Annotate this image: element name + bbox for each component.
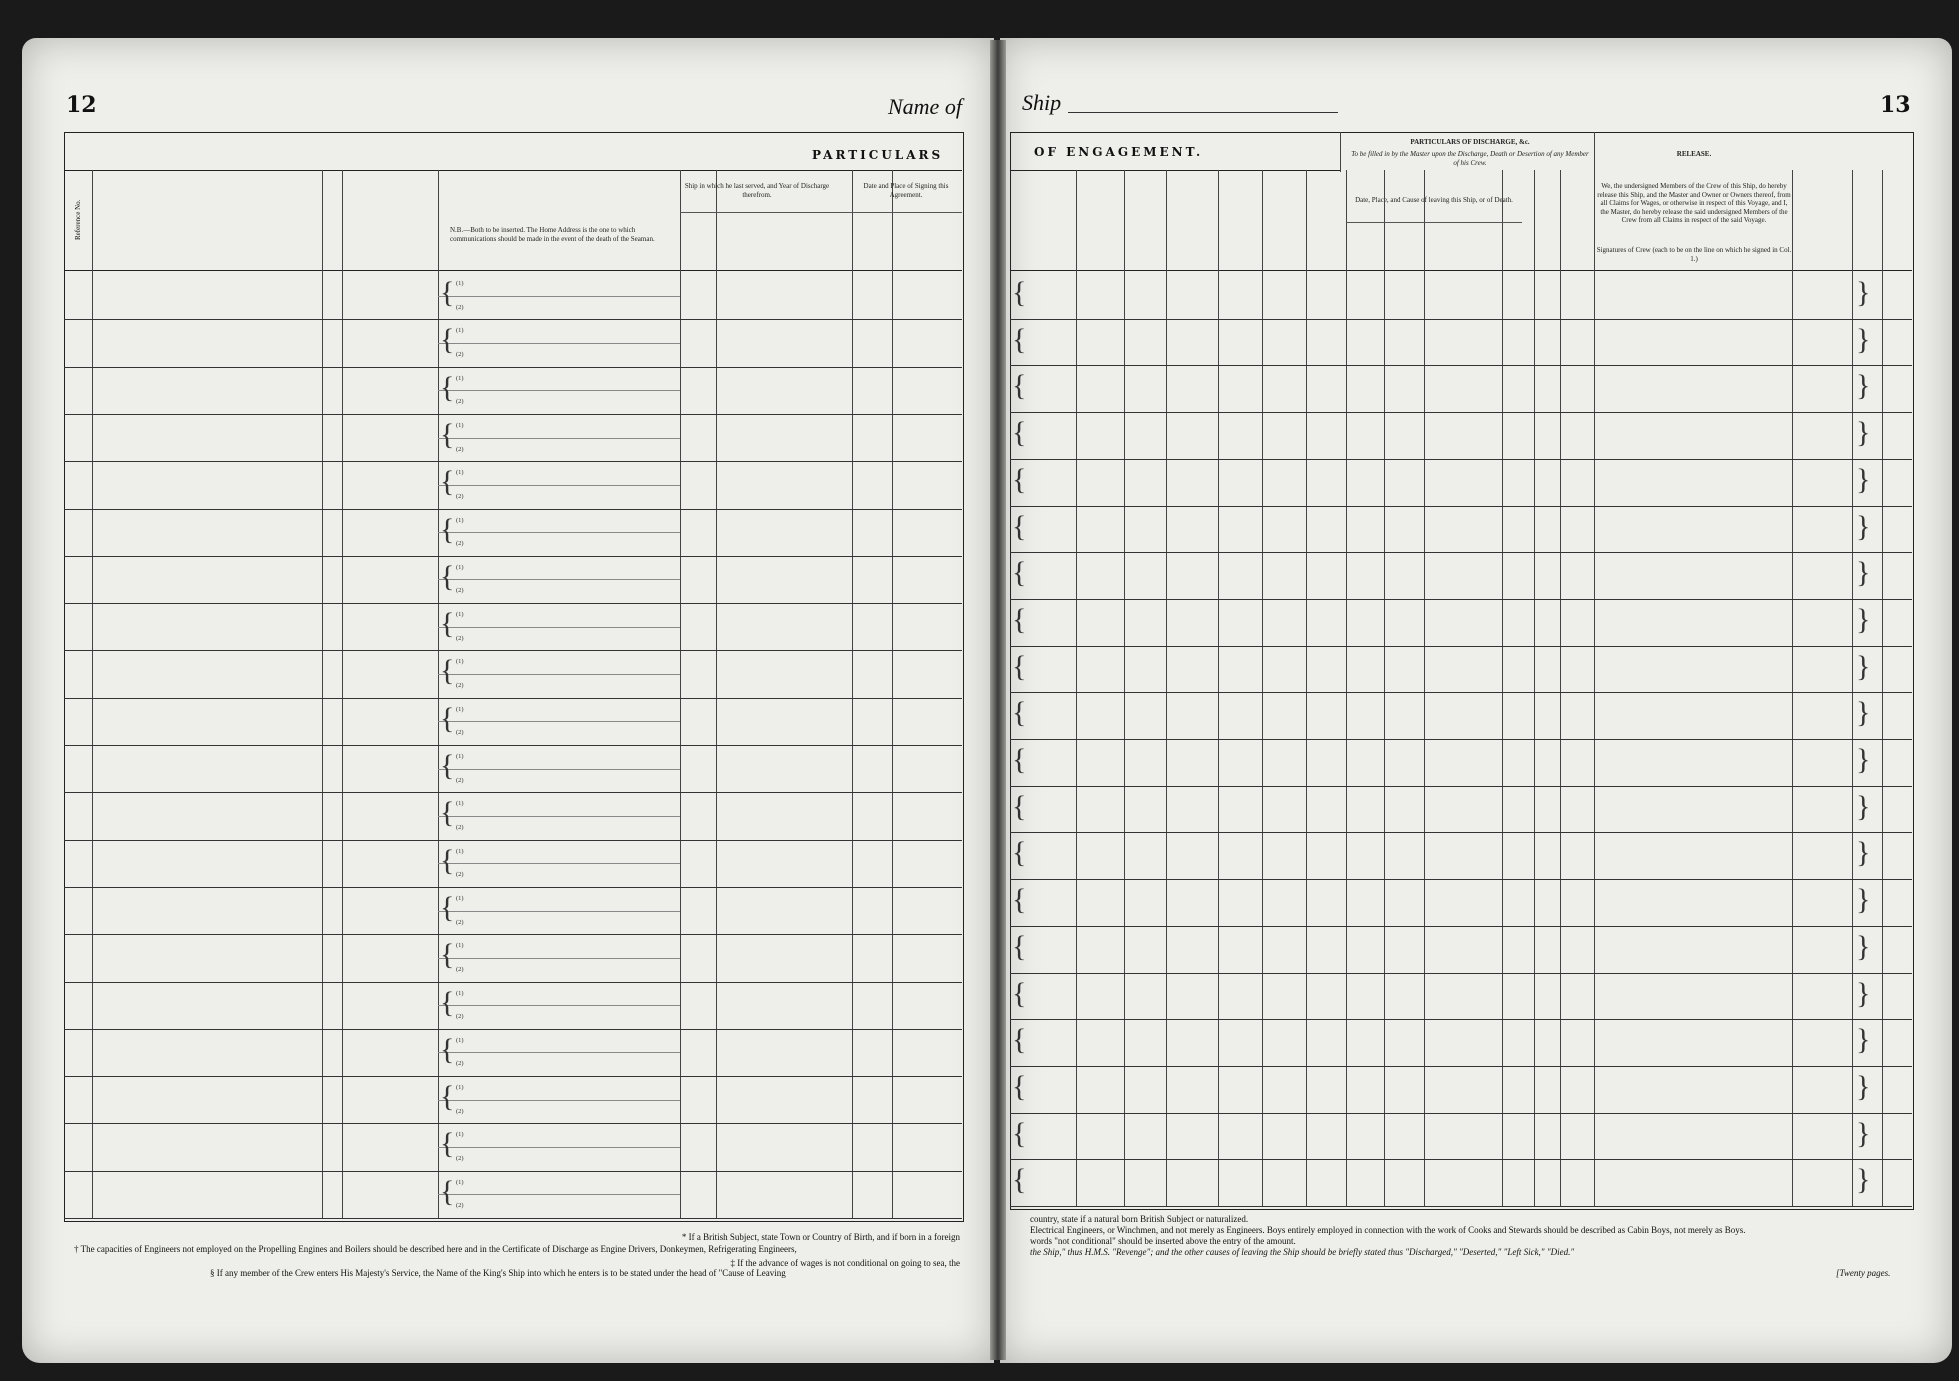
right-section-title: OF ENGAGEMENT. [1034,145,1204,159]
discharge-subtitle: To be filled in by the Master upon the Discharge, Death or Desertion of any Member of his Crew. [1351,150,1589,167]
left-col-line [322,170,323,1218]
release-text: We, the undersigned Members of the Crew of this Ship, do hereby release this Ship, and the Master and Owner or Owners thereof, from all Claims for Wages, or otherwise in respect of this Voyage, and I, the Master, do hereby release the said undersigned Members of the Crew from all Claims in respect of the said Voyage. [1597,182,1791,224]
right-row-brace-left: { [1012,1163,1027,1197]
left-row-sub1: (1) [456,469,464,477]
left-row-rule [64,1171,962,1172]
left-row-rule [64,461,962,462]
right-footnote-1: country, state if a natural born British Subject or naturalized. [1030,1214,1249,1224]
left-col-line [92,170,93,1218]
left-ref-col-label: Reference No. [74,199,82,240]
left-row-midrule [438,1147,680,1148]
right-sub-rule [1346,222,1522,223]
left-title-rule [64,170,962,171]
right-row-rule [1010,973,1912,974]
left-row-sub1: (1) [456,280,464,287]
left-row-brace: { [440,276,455,309]
right-row-brace: } [1856,929,1871,963]
date-place-cause-label: Date, Place, and Cause of leaving this Ship, or of Death. [1355,196,1513,204]
left-row-brace: { [440,417,455,451]
right-col-line [1560,170,1561,1206]
date-place-signing-label: Date and Place of Signing this Agreement. [863,182,949,199]
left-row-brace: { [440,512,455,546]
left-row-sub2: (2) [456,398,464,406]
right-col-line [1534,170,1535,1206]
left-row-sub2: (2) [456,823,464,831]
left-row-rule [64,934,962,935]
ship-label: Ship [1022,90,1062,115]
left-row-sub1: (1) [456,421,464,429]
right-row-rule [1010,739,1912,740]
address-note: N.B.—Both to be inserted. The Home Address is the one to which communications should be made in the event of the death of the Seaman. [450,226,655,243]
left-row-brace: { [440,749,455,782]
left-col-line [852,170,853,1218]
left-row-sub1: (1) [456,374,464,382]
left-footnote-2: † The capacities of Engineers not employed on the Propelling Engines and Boilers should be described here and in the Certificate of Discharge as Engine Drivers, Donkeymen, Refrigerating Engineers, [74,1244,797,1254]
left-col-line [892,170,893,1218]
left-row-rule [64,650,962,651]
right-col-line [1792,170,1793,1206]
left-row-midrule [438,532,680,533]
left-row-midrule [438,627,680,628]
right-title-rule [1010,170,1340,171]
left-row-sub1: (1) [456,800,464,808]
right-row-brace: } [1856,462,1871,496]
left-row-rule [64,414,962,415]
right-col-line [1166,170,1167,1206]
right-footnote-2: Electrical Engineers, or Winchmen, and not merely as Engineers. Boys entirely employed in connection with the work of Cooks and Stewards should be described as Cabin Boys, not merely as Boys. [1030,1225,1746,1235]
left-row-sub2: (2) [456,1155,464,1163]
left-row-rule [64,745,962,746]
left-row-brace: { [440,1080,455,1114]
left-row-sub2: (2) [456,871,464,879]
left-row-midrule [438,863,680,864]
left-row-sub1: (1) [456,942,464,950]
left-row-midrule [438,579,680,580]
right-row-rule [1010,1113,1912,1114]
left-row-sub2: (2) [456,492,464,500]
left-row-sub1: (1) [456,516,464,524]
left-row-sub1: (1) [456,847,464,855]
left-sub-rule [680,212,962,213]
right-col-line [1124,170,1125,1206]
right-row-brace-left: { [1012,416,1027,450]
left-row-sub1: (1) [456,705,464,713]
right-row-rule [1010,646,1912,647]
left-row-brace: { [440,796,455,830]
right-row-rule [1010,879,1912,880]
right-row-brace: } [1856,743,1871,776]
left-row-sub1: (1) [456,753,464,760]
right-row-brace-left: { [1012,509,1027,543]
left-row-sub2: (2) [456,445,464,453]
left-row-brace: { [440,701,455,735]
left-section-title: PARTICULARS [812,148,944,162]
left-footnote-3: ‡ If the advance of wages is not conditional on going to sea, the [730,1258,960,1268]
right-col-line [1502,170,1503,1206]
left-row-rule [64,1218,962,1219]
left-row-sub2: (2) [456,303,464,311]
left-row-brace: { [440,890,455,924]
right-col-line [1262,170,1263,1206]
left-row-brace: { [440,465,455,499]
right-col-line [1424,170,1425,1206]
discharge-title: PARTICULARS OF DISCHARGE, &c. [1410,138,1530,146]
left-row-midrule [438,721,680,722]
left-row-brace: { [440,323,455,357]
left-row-rule [64,367,962,368]
right-row-rule [1010,506,1912,507]
right-row-brace: } [1856,1069,1871,1103]
left-row-sub1: (1) [456,894,464,902]
right-row-rule [1010,926,1912,927]
left-row-sub2: (2) [456,965,464,973]
name-of-label: Name of [888,94,962,119]
corner-note: [Twenty pages. [1836,1268,1891,1278]
ship-last-served-label: Ship in which he last served, and Year of Discharge therefrom. [684,182,830,199]
left-row-sub2: (2) [456,634,464,642]
left-row-sub2: (2) [456,1060,464,1068]
right-ledger-table [1010,132,1914,1210]
left-row-midrule [438,343,680,344]
right-col-line [1076,170,1077,1206]
right-col-line [1218,170,1219,1206]
left-row-rule [64,603,962,604]
left-row-sub1: (1) [456,327,464,335]
right-row-brace-left: { [1012,322,1027,356]
left-row-midrule [438,390,680,391]
right-row-brace-left: { [1012,836,1027,870]
left-row-sub2: (2) [456,1013,464,1021]
right-footnote-4: the Ship," thus H.M.S. "Revenge"; and the other causes of leaving the Ship should be briefly stated thus "Discharged," "Deserted," "Left Sick," "Died." [1030,1247,1575,1257]
left-row-rule [64,1123,962,1124]
right-row-rule [1010,786,1912,787]
left-header-rule [64,270,962,271]
right-row-brace: } [1856,976,1871,1010]
right-row-brace: } [1856,883,1871,917]
right-row-brace-left: { [1012,1069,1027,1103]
right-row-rule [1010,365,1912,366]
left-row-rule [64,319,962,320]
left-row-brace: { [440,607,455,641]
right-row-rule [1010,1159,1912,1160]
left-row-midrule [438,1194,680,1195]
left-row-brace: { [440,654,455,688]
left-row-sub1: (1) [456,1084,464,1092]
right-col-line [1306,170,1307,1206]
left-row-brace: { [440,370,455,404]
left-row-sub1: (1) [456,658,464,666]
right-row-rule [1010,412,1912,413]
left-row-midrule [438,1052,680,1053]
left-row-midrule [438,958,680,959]
right-row-rule [1010,1019,1912,1020]
right-row-brace-left: { [1012,789,1027,823]
left-row-rule [64,556,962,557]
right-page-number: 13 [1880,92,1911,118]
left-row-midrule [438,1100,680,1101]
left-row-brace: { [440,1174,455,1208]
left-row-midrule [438,674,680,675]
right-row-brace: } [1856,602,1871,636]
right-row-brace: } [1856,1163,1871,1197]
right-row-brace-left: { [1012,696,1027,730]
right-row-brace: } [1856,322,1871,356]
right-row-brace: } [1856,1023,1871,1057]
right-row-rule [1010,319,1912,320]
right-row-rule [1010,1206,1912,1207]
right-row-brace: } [1856,556,1871,590]
right-row-brace: } [1856,509,1871,543]
right-row-brace-left: { [1012,743,1027,776]
left-page-number: 12 [66,92,97,118]
release-signature-note: Signatures of Crew (each to be on the line on which he signed in Col. 1.) [1596,246,1792,263]
left-row-midrule [438,816,680,817]
left-row-midrule [438,296,680,297]
right-row-rule [1010,692,1912,693]
left-row-sub2: (2) [456,776,464,784]
right-row-brace-left: { [1012,649,1027,683]
left-row-midrule [438,485,680,486]
left-row-rule [64,1029,962,1030]
left-row-sub2: (2) [456,682,464,690]
ship-name-line [1068,112,1338,113]
left-row-midrule [438,911,680,912]
right-row-brace: } [1856,649,1871,683]
left-row-sub2: (2) [456,540,464,548]
right-header-rule [1010,270,1912,271]
right-row-brace: } [1856,276,1871,309]
right-col-line [1384,170,1385,1206]
left-row-rule [64,1076,962,1077]
right-col-line [1594,170,1595,1206]
left-footnote-1: * If a British Subject, state Town or Country of Birth, and if born in a foreign [681,1232,960,1242]
left-row-brace: { [440,559,455,593]
right-row-rule [1010,599,1912,600]
left-footnote-4: § If any member of the Crew enters His Majesty's Service, the Name of the King's Ship into which he enters is to be stated under the head of "Cause of Leaving [210,1268,786,1278]
right-row-brace-left: { [1012,276,1027,309]
right-row-brace: } [1856,1116,1871,1150]
ledger-divider [1594,132,1595,172]
right-row-brace-left: { [1012,556,1027,590]
left-row-rule [64,840,962,841]
right-footnote-3: words "not conditional" should be inserted above the entry of the amount. [1030,1236,1296,1246]
left-row-brace: { [440,1032,455,1066]
right-col-line [1852,170,1853,1206]
left-row-sub1: (1) [456,1178,464,1186]
right-row-brace-left: { [1012,929,1027,963]
right-row-brace-left: { [1012,462,1027,496]
left-row-sub1: (1) [456,1131,464,1139]
right-row-brace-left: { [1012,1023,1027,1057]
right-row-brace: } [1856,789,1871,823]
left-row-rule [64,887,962,888]
left-row-brace: { [440,843,455,877]
left-col-line [716,170,717,1218]
left-row-sub2: (2) [456,1107,464,1115]
book-gutter [990,40,1006,1360]
right-row-rule [1010,832,1912,833]
right-row-brace-left: { [1012,1116,1027,1150]
right-col-line [1882,170,1883,1206]
left-row-sub1: (1) [456,611,464,619]
right-row-rule [1010,552,1912,553]
left-row-sub2: (2) [456,587,464,595]
right-row-brace-left: { [1012,369,1027,403]
right-row-brace: } [1856,369,1871,403]
left-col-line [680,170,681,1218]
left-row-sub2: (2) [456,918,464,926]
left-row-sub2: (2) [456,1202,464,1210]
left-row-midrule [438,1005,680,1006]
left-row-brace: { [440,985,455,1019]
right-row-brace: } [1856,416,1871,450]
right-row-rule [1010,459,1912,460]
left-row-rule [64,792,962,793]
left-row-rule [64,509,962,510]
right-row-brace: } [1856,696,1871,730]
left-row-midrule [438,769,680,770]
left-row-sub2: (2) [456,350,464,358]
left-row-brace: { [440,1127,455,1161]
right-row-brace-left: { [1012,883,1027,917]
right-col-line [1346,170,1347,1206]
left-row-sub1: (1) [456,989,464,997]
left-row-midrule [438,438,680,439]
ledger-divider [1340,132,1341,172]
right-row-brace-left: { [1012,976,1027,1010]
right-row-brace: } [1856,836,1871,870]
right-row-rule [1010,1066,1912,1067]
left-col-line [438,170,439,1218]
left-row-brace: { [440,938,455,972]
left-row-sub1: (1) [456,563,464,571]
left-row-rule [64,982,962,983]
left-col-line [342,170,343,1218]
left-row-sub2: (2) [456,729,464,737]
left-row-rule [64,698,962,699]
left-row-sub1: (1) [456,1036,464,1044]
right-row-brace-left: { [1012,602,1027,636]
release-title: RELEASE. [1676,150,1712,158]
